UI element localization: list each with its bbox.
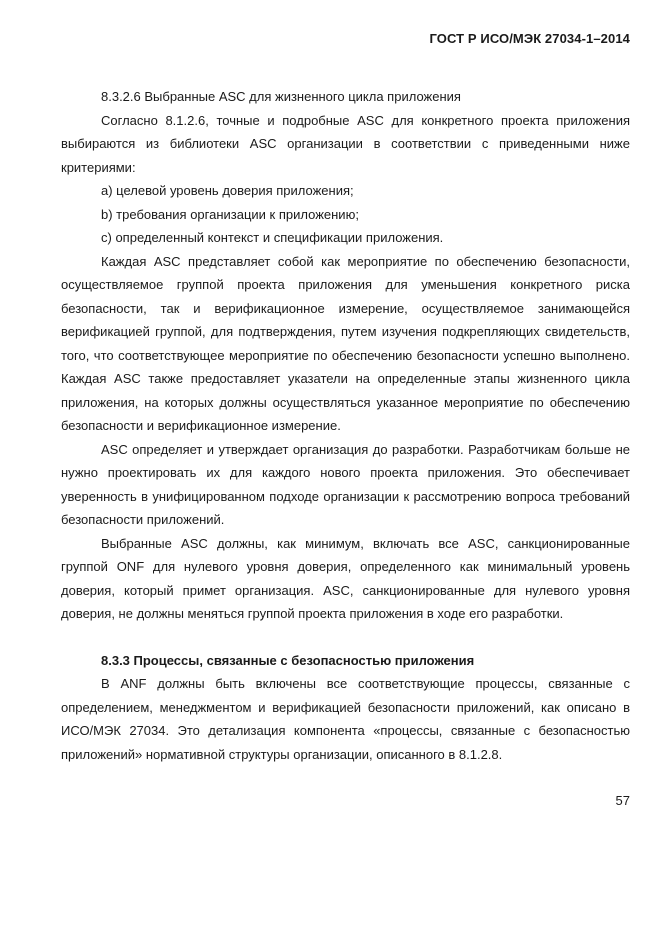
document-header: ГОСТ Р ИСО/МЭК 27034-1–2014: [429, 31, 630, 46]
page-number: 57: [615, 793, 630, 808]
paragraph-asc-defines: ASC определяет и утверждает организация до разработки. Разработчикам больше не нужно проектировать их для каждого нового проекта приложения. Это обеспечивает уверенность в унифицированном подходе организации к рассмотрению вопроса требований безопасности приложений.: [61, 441, 630, 527]
paragraph-selected-asc: Выбранные ASC должны, как минимум, включать все ASC, санкционированные группой ONF для нулевого уровня доверия, определенного как минимальный уровень доверия, который примет организация. ASC, санкционированные для нулевого уровня доверия, не должны меняться группой проекта приложения в ходе его разработки.: [61, 535, 630, 621]
section-heading-8-3-3: 8.3.3 Процессы, связанные с безопасностью приложения: [101, 652, 475, 668]
list-item-c: c) определенный контекст и спецификации приложения.: [101, 230, 444, 245]
list-item-a: а) целевой уровень доверия приложения;: [101, 183, 354, 198]
subsection-heading-8-3-2-6: 8.3.2.6 Выбранные ASC для жизненного цикла приложения: [101, 89, 461, 104]
paragraph-intro: Согласно 8.1.2.6, точные и подробные ASC для конкретного проекта приложения выбираются из библиотеки ASC организации в соответствии с приведенными ниже критериями:: [61, 112, 630, 175]
page-content: [61, 85, 630, 766]
paragraph-each-asc: Каждая ASC представляет собой как мероприятие по обеспечению безопасности, осуществляемое группой проекта приложения для уменьшения конкретного риска безопасности, так и верификационное измерение, осуществляемое занимающейся верификацией группой, для подтверждения, путем изучения подкрепляющих свидетельств, того, что соответствующее мероприятие по обеспечению безопасности успешно выполнено. Каждая ASC также предоставляет указатели на определенные этапы жизненного цикла приложения, на которых должны осуществляться указанное мероприятие по обеспечению безопасности и верификационное измерение.: [61, 253, 630, 433]
list-item-b: b) требования организации к приложению;: [101, 206, 359, 222]
paragraph-anf: В ANF должны быть включены все соответствующие процессы, связанные с определением, менеджментом и верификацией безопасности приложений, как описано в ИСО/МЭК 27034. Это детализация компонента «процессы, связанные с безопасностью приложений» нормативной структуры организации, описанного в 8.1.2.8.: [61, 676, 630, 762]
